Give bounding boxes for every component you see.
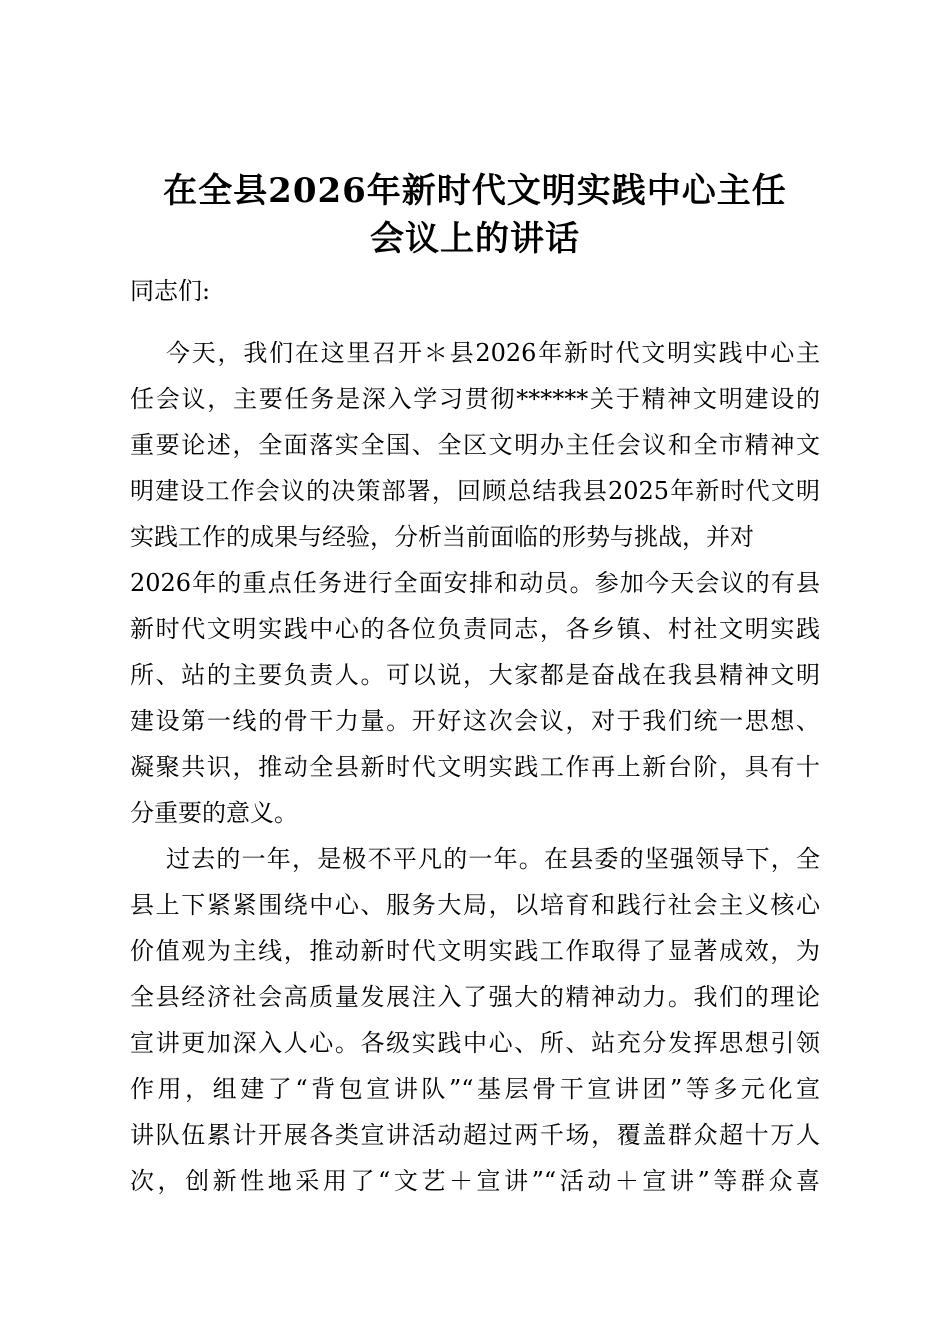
paragraph-line: 全县经济社会高质量发展注入了强大的精神动力。我们的理论 xyxy=(130,983,820,1011)
paragraph-line: 次，创新性地采用了“文艺＋宣讲”“活动＋宣讲”等群众喜 xyxy=(130,1167,820,1195)
document-title-line-2: 会议上的讲话 xyxy=(370,219,580,259)
paragraph-line: 新时代文明实践中心的各位负责同志，各乡镇、村社文明实践 xyxy=(130,615,820,643)
paragraph-line: 过去的一年，是极不平凡的一年。在县委的坚强领导下，全 xyxy=(166,845,820,873)
paragraph-line: 讲队伍累计开展各类宣讲活动超过两千场，覆盖群众超十万人 xyxy=(130,1121,820,1149)
paragraph-line: 实践工作的成果与经验，分析当前面临的形势与挑战，并对 xyxy=(130,523,754,551)
paragraph-line: 凝聚共识，推动全县新时代文明实践工作再上新台阶，具有十 xyxy=(130,753,820,781)
paragraph-line: 宣讲更加深入人心。各级实践中心、所、站充分发挥思想引领 xyxy=(130,1029,820,1057)
paragraph-line: 建设第一线的骨干力量。开好这次会议，对于我们统一思想、 xyxy=(130,707,820,735)
paragraph-line: 明建设工作会议的决策部署，回顾总结我县2025年新时代文明 xyxy=(130,477,820,505)
paragraph-line: 2026年的重点任务进行全面安排和动员。参加今天会议的有县 xyxy=(130,569,820,597)
paragraph-line: 重要论述，全面落实全国、全区文明办主任会议和全市精神文 xyxy=(130,431,820,459)
paragraph-line: 今天，我们在这里召开＊县2026年新时代文明实践中心主 xyxy=(166,339,820,367)
paragraph-line: 所、站的主要负责人。可以说，大家都是奋战在我县精神文明 xyxy=(130,661,820,689)
paragraph-line: 任会议，主要任务是深入学习贯彻******关于精神文明建设的 xyxy=(130,385,820,413)
paragraph-line: 价值观为主线，推动新时代文明实践工作取得了显著成效，为 xyxy=(130,937,820,965)
document-title-line-1: 在全县2026年新时代文明实践中心主任 xyxy=(163,171,787,211)
paragraph-line: 分重要的意义。 xyxy=(130,799,298,827)
paragraph-line: 作用，组建了“背包宣讲队”“基层骨干宣讲团”等多元化宣 xyxy=(130,1075,820,1103)
paragraph-line: 县上下紧紧围绕中心、服务大局，以培育和践行社会主义核心 xyxy=(130,891,820,919)
greeting: 同志们: xyxy=(130,277,211,305)
